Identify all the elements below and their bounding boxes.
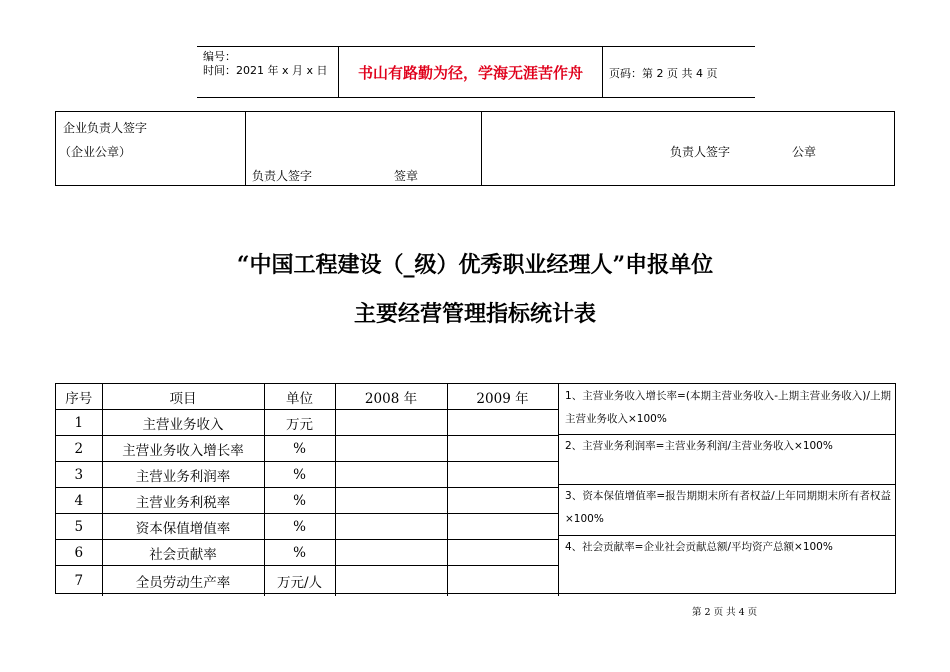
row-2008-value[interactable] xyxy=(335,410,447,436)
header-meta xyxy=(203,50,328,78)
table-row xyxy=(56,514,558,540)
row-2008-value[interactable] xyxy=(335,462,447,488)
table-header-row xyxy=(56,384,558,410)
header-2009: 2009 年 xyxy=(447,384,558,410)
note-3: 3、资本保值增值率=报告期期末所有者权益/上年同期期末所有者权益×100% xyxy=(565,490,891,525)
signature-cell-middle xyxy=(246,112,482,185)
enterprise-seal-label: （企业公章） xyxy=(59,145,132,159)
table-row xyxy=(56,462,558,488)
row-no: 5 xyxy=(56,514,102,540)
row-unit: 万元 xyxy=(264,410,335,436)
row-no: 4 xyxy=(56,488,102,514)
row-2008-value[interactable] xyxy=(335,514,447,540)
row-no: 7 xyxy=(56,566,102,597)
note-1: 1、主营业务收入增长率=(本期主营业务收入-上期主营业务收入)/上期主营业务收入×100% xyxy=(565,390,891,425)
table-row xyxy=(56,410,558,436)
row-2009-value[interactable] xyxy=(447,436,558,462)
row-2009-value[interactable] xyxy=(447,410,558,436)
row-unit: % xyxy=(264,436,335,462)
row-2009-value[interactable] xyxy=(447,540,558,566)
row-2008-value[interactable] xyxy=(335,540,447,566)
row-unit: 万元/人 xyxy=(264,566,335,597)
header-motto: 书山有路勤为径，学海无涯苦作舟 xyxy=(357,63,583,82)
row-item: 主营业务收入 xyxy=(102,410,264,436)
statistics-table xyxy=(55,383,896,594)
row-item: 主营业务收入增长率 xyxy=(102,436,264,462)
row-item: 主营业务利税率 xyxy=(102,488,264,514)
header-2008: 2008 年 xyxy=(335,384,447,410)
formula-notes xyxy=(558,384,896,593)
table-row xyxy=(56,488,558,514)
header-item: 项目 xyxy=(102,384,264,410)
row-unit: % xyxy=(264,488,335,514)
row-item: 资本保值增值率 xyxy=(102,514,264,540)
signature-cell-enterprise xyxy=(56,112,246,185)
table-row xyxy=(56,566,558,597)
row-no: 3 xyxy=(56,462,102,488)
indicator-grid xyxy=(56,384,559,596)
row-item: 全员劳动生产率 xyxy=(102,566,264,597)
row-2009-value[interactable] xyxy=(447,514,558,540)
note-2: 2、主营业务利润率=主营业务利润/主营业务收入×100% xyxy=(565,440,833,452)
row-no: 2 xyxy=(56,436,102,462)
enterprise-sign-label: 企业负责人签字 xyxy=(63,121,148,135)
row-unit: % xyxy=(264,462,335,488)
doc-number-label: 编号： xyxy=(203,50,236,63)
table-row xyxy=(56,540,558,566)
doc-time: 时间：2021 年 x 月 x 日 xyxy=(203,64,328,77)
page-header xyxy=(197,46,755,98)
row-no: 1 xyxy=(56,410,102,436)
right-seal-label: 公章 xyxy=(792,145,817,159)
right-sign-label: 负责人签字 xyxy=(670,145,731,159)
row-2008-value[interactable] xyxy=(335,436,447,462)
row-2009-value[interactable] xyxy=(447,566,558,597)
mid-seal-label: 签章 xyxy=(394,169,419,183)
row-2009-value[interactable] xyxy=(447,462,558,488)
row-no: 6 xyxy=(56,540,102,566)
header-page-number: 页码：第 2 页 共 4 页 xyxy=(609,67,718,80)
table-row xyxy=(56,436,558,462)
row-item: 主营业务利润率 xyxy=(102,462,264,488)
row-item: 社会贡献率 xyxy=(102,540,264,566)
page-subtitle: 主要经营管理指标统计表 xyxy=(353,301,596,327)
header-no: 序号 xyxy=(56,384,102,410)
row-2009-value[interactable] xyxy=(447,488,558,514)
signature-table xyxy=(55,111,895,186)
page-footer: 第 2 页 共 4 页 xyxy=(692,607,758,618)
row-2008-value[interactable] xyxy=(335,488,447,514)
row-unit: % xyxy=(264,540,335,566)
row-2008-value[interactable] xyxy=(335,566,447,597)
page-title: “中国工程建设（_级）优秀职业经理人”申报单位 xyxy=(236,252,714,278)
header-unit: 单位 xyxy=(264,384,335,410)
mid-sign-label: 负责人签字 xyxy=(252,169,313,183)
row-unit: % xyxy=(264,514,335,540)
note-4: 4、社会贡献率=企业社会贡献总额/平均资产总额×100% xyxy=(565,541,833,553)
